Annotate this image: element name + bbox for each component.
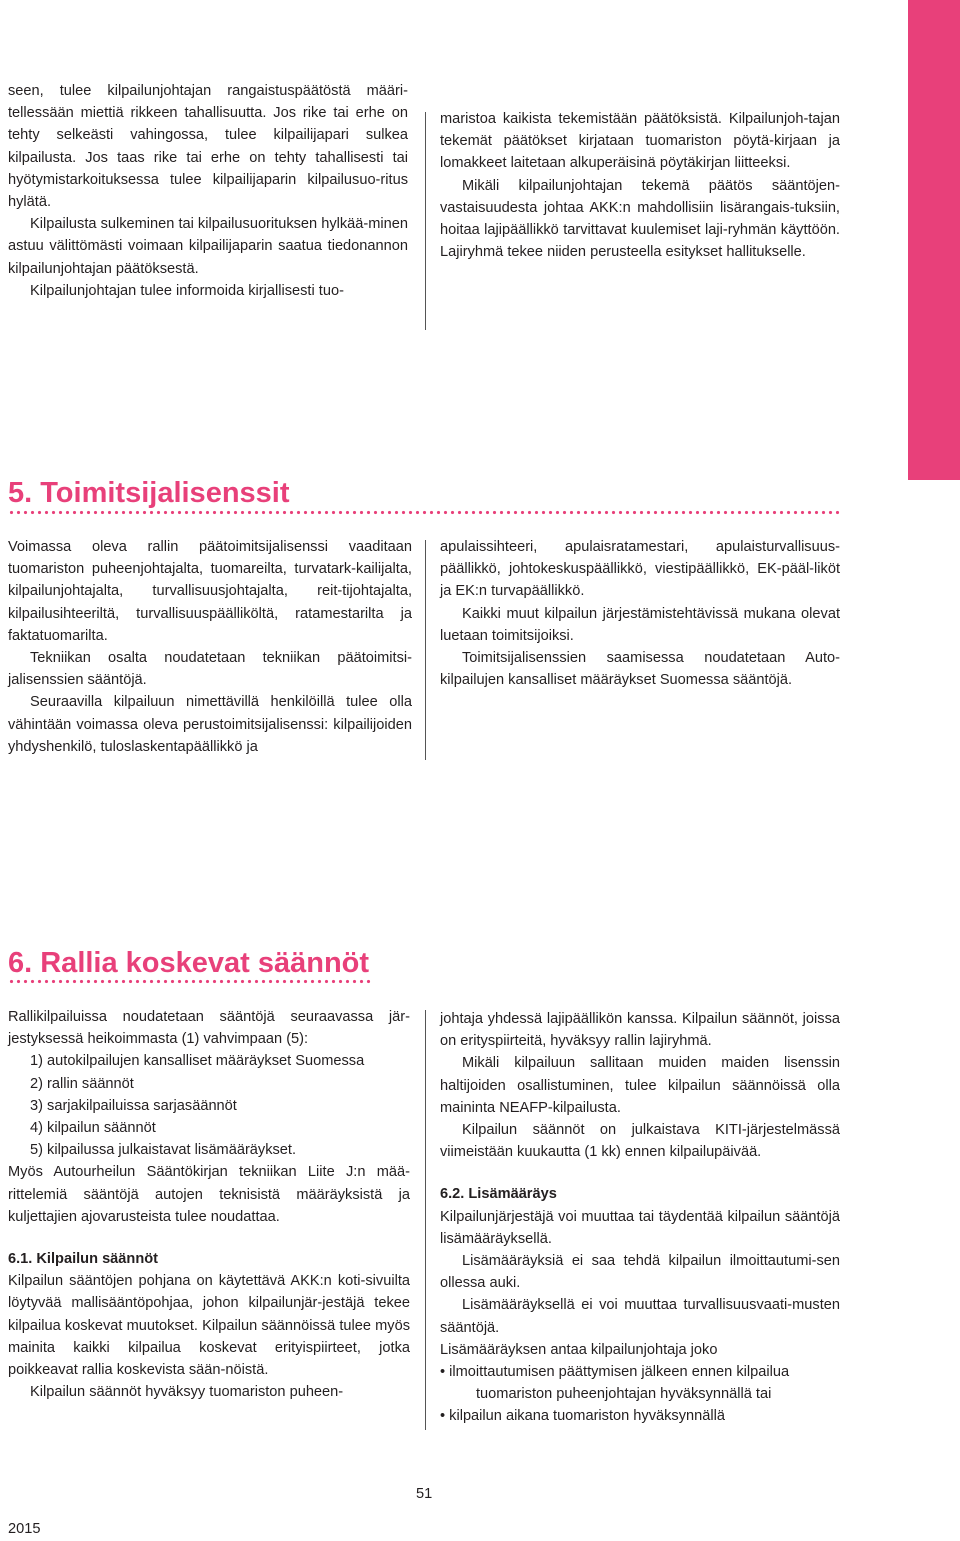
bullet-item: • kilpailun aikana tuomariston hyväksynnällä [440, 1408, 725, 1425]
paragraph: Rallikilpailuissa noudatetaan sääntöjä seuraavassa jär-jestyksessä heikoimmasta (1) vahvimpaan (5): [8, 1009, 410, 1048]
paragraph: Lisämääräyksellä ei voi muuttaa turvallisuusvaati-musten sääntöjä. [440, 1297, 840, 1336]
section5-right-column [440, 536, 840, 691]
section5-left-column [8, 536, 412, 758]
column-divider [425, 540, 426, 760]
paragraph: maristoa kaikista tekemistään päätöksistä. Kilpailunjoh-tajan tekemät päätökset kirjataan tuomariston pöytä-kirjaan ja lomakkeet laitetaan alkuperäisinä pöytäkirjan liitteeksi. [440, 111, 840, 172]
column-divider [425, 1010, 426, 1430]
dotted-rule [8, 979, 373, 984]
list-item: 3) sarjakilpailuissa sarjasäännöt [30, 1097, 237, 1114]
bullet-item-continuation: tuomariston puheenjohtajan hyväksynnällä tai [476, 1386, 772, 1403]
paragraph: Myös Autourheilun Sääntökirjan tekniikan Liite J:n mää-rittelemiä sääntöjä autojen teknisistä määräyksistä ja kuljettajien ajovarusteista tulee noudattaa. [8, 1164, 410, 1225]
paragraph: apulaissihteeri, apulaisratamestari, apulaisturvallisuus-päällikkö, johtokeskuspäällikkö, viestipäällikkö, EK-pääl-liköt ja EK:n turvapäällikkö. [440, 539, 840, 600]
paragraph: Kaikki muut kilpailun järjestämistehtävissä mukana olevat luetaan toimitsijoiksi. [440, 605, 840, 644]
paragraph: johtaja yhdessä lajipäällikön kanssa. Kilpailun säännöt, joissa on erityspiirteitä, hyväksyy rallin lajiryhmä. [440, 1011, 840, 1050]
dotted-rule [8, 510, 841, 515]
section-title-6: 6. Rallia koskevat säännöt [8, 947, 370, 979]
paragraph: Mikäli kilpailuun sallitaan muiden maiden lisenssin haltijoiden osallistuminen, tulee kilpailun säännöissä olla maininta NEAFP-kilpailusta. [440, 1055, 840, 1116]
paragraph: Lisämääräyksiä ei saa tehdä kilpailun ilmoittautumi-sen ollessa auki. [440, 1253, 840, 1292]
paragraph: Kilpailunjohtajan tulee informoida kirjallisesti tuo- [30, 282, 344, 299]
section-title-5: 5. Toimitsijalisenssit [8, 477, 290, 509]
top-right-column [440, 108, 840, 263]
paragraph: Lisämääräyksen antaa kilpailunjohtaja joko [440, 1341, 718, 1358]
paragraph: Toimitsijalisenssien saamisessa noudatetaan Auto-kilpailujen kansalliset määräykset Suomessa sääntöjä. [440, 650, 840, 689]
chapter-tab [908, 0, 960, 480]
paragraph: Kilpailun sääntöjen pohjana on käytettävä AKK:n koti-sivuilta löytyvää mallisääntöpohjaa, johon kilpailunjär-jestäjä tekee kilpailua koskevat muutokset. Kilpailun säännöissä tulee myös mainita kaikki kilpailua koskevat erityispiirteet, jotka poikkeavat rallia koskevista sään-nöistä. [8, 1273, 410, 1379]
bullet-item: • ilmoittautumisen päättymisen jälkeen ennen kilpailua [440, 1364, 790, 1381]
section6-right-column [440, 1008, 840, 1428]
top-left-column [8, 80, 408, 302]
paragraph: Tekniikan osalta noudatetaan tekniikan päätoimitsi-jalisenssien sääntöjä. [8, 650, 412, 689]
list-item: 4) kilpailun säännöt [30, 1120, 156, 1137]
list-item: 2) rallin säännöt [30, 1075, 134, 1092]
paragraph: Kilpailunjärjestäjä voi muuttaa tai täydentää kilpailun sääntöjä lisämääräyksellä. [440, 1208, 840, 1247]
column-divider [425, 112, 426, 330]
paragraph: Seuraavilla kilpailuun nimettävillä henkilöillä tulee olla vähintään voimassa oleva perustoimitsijalisenssi: kilpailijoiden yhdyshenkilö, tuloslaskentapäällikkö ja [8, 694, 412, 755]
subsection-title-6-2: 6.2. Lisämääräys [440, 1186, 557, 1203]
section6-left-column [8, 1006, 410, 1403]
list-item: 1) autokilpailujen kansalliset määräykset Suomessa [30, 1053, 365, 1070]
paragraph: seen, tulee kilpailunjohtajan rangaistuspäätöstä määri-tellessään miettiä rikkeen tahallisuutta. Jos rike tai erhe on tehty selkeästi vahingossa, tulee kilpailijapari sulkea kilpailusta. Jos taas rike tai erhe on tehty tahallisesti tai hyötymistarkoituksessa tulee kilpailijaparin kilpailusuo-ritus hylätä. [8, 83, 408, 211]
paragraph: Kilpailun säännöt hyväksyy tuomariston puheen- [30, 1384, 344, 1401]
list-item: 5) kilpailussa julkaistavat lisämääräykset. [30, 1142, 297, 1159]
paragraph: Mikäli kilpailunjohtajan tekemä päätös sääntöjen-vastaisuudesta johtaa AKK:n mahdollisiin lisärangais-tuksiin, hoitaa lajipäällikkö tarvittavat kuulemiset laji-ryhmän käyttöön. Lajiryhmä tekee niiden perusteella esitykset hallitukselle. [440, 177, 840, 261]
paragraph: Kilpailun säännöt on julkaistava KITI-järjestelmässä viimeistään kuukautta (1 kk) ennen kilpailupäivää. [440, 1122, 840, 1161]
page-number: 51 [416, 1486, 433, 1502]
subsection-title-6-1: 6.1. Kilpailun säännöt [8, 1251, 159, 1268]
footer-year: 2015 [8, 1521, 41, 1537]
paragraph: Kilpailusta sulkeminen tai kilpailusuorituksen hylkää-minen astuu välittömästi voimaan kilpailijaparin saatua tiedonannon kilpailunjohtajan päätöksestä. [8, 216, 409, 277]
paragraph: Voimassa oleva rallin päätoimitsijalisenssi vaaditaan tuomariston puheenjohtajalta, tuomareilta, turvatark-kailijalta, kilpailunjohtajalta, turvallisuusjohtajalta, reit-tijohtajalta, kilpailusihteeriltä, turvallisuuspäälliköltä, ratamestarilta ja faktatuomarilta. [8, 539, 412, 644]
